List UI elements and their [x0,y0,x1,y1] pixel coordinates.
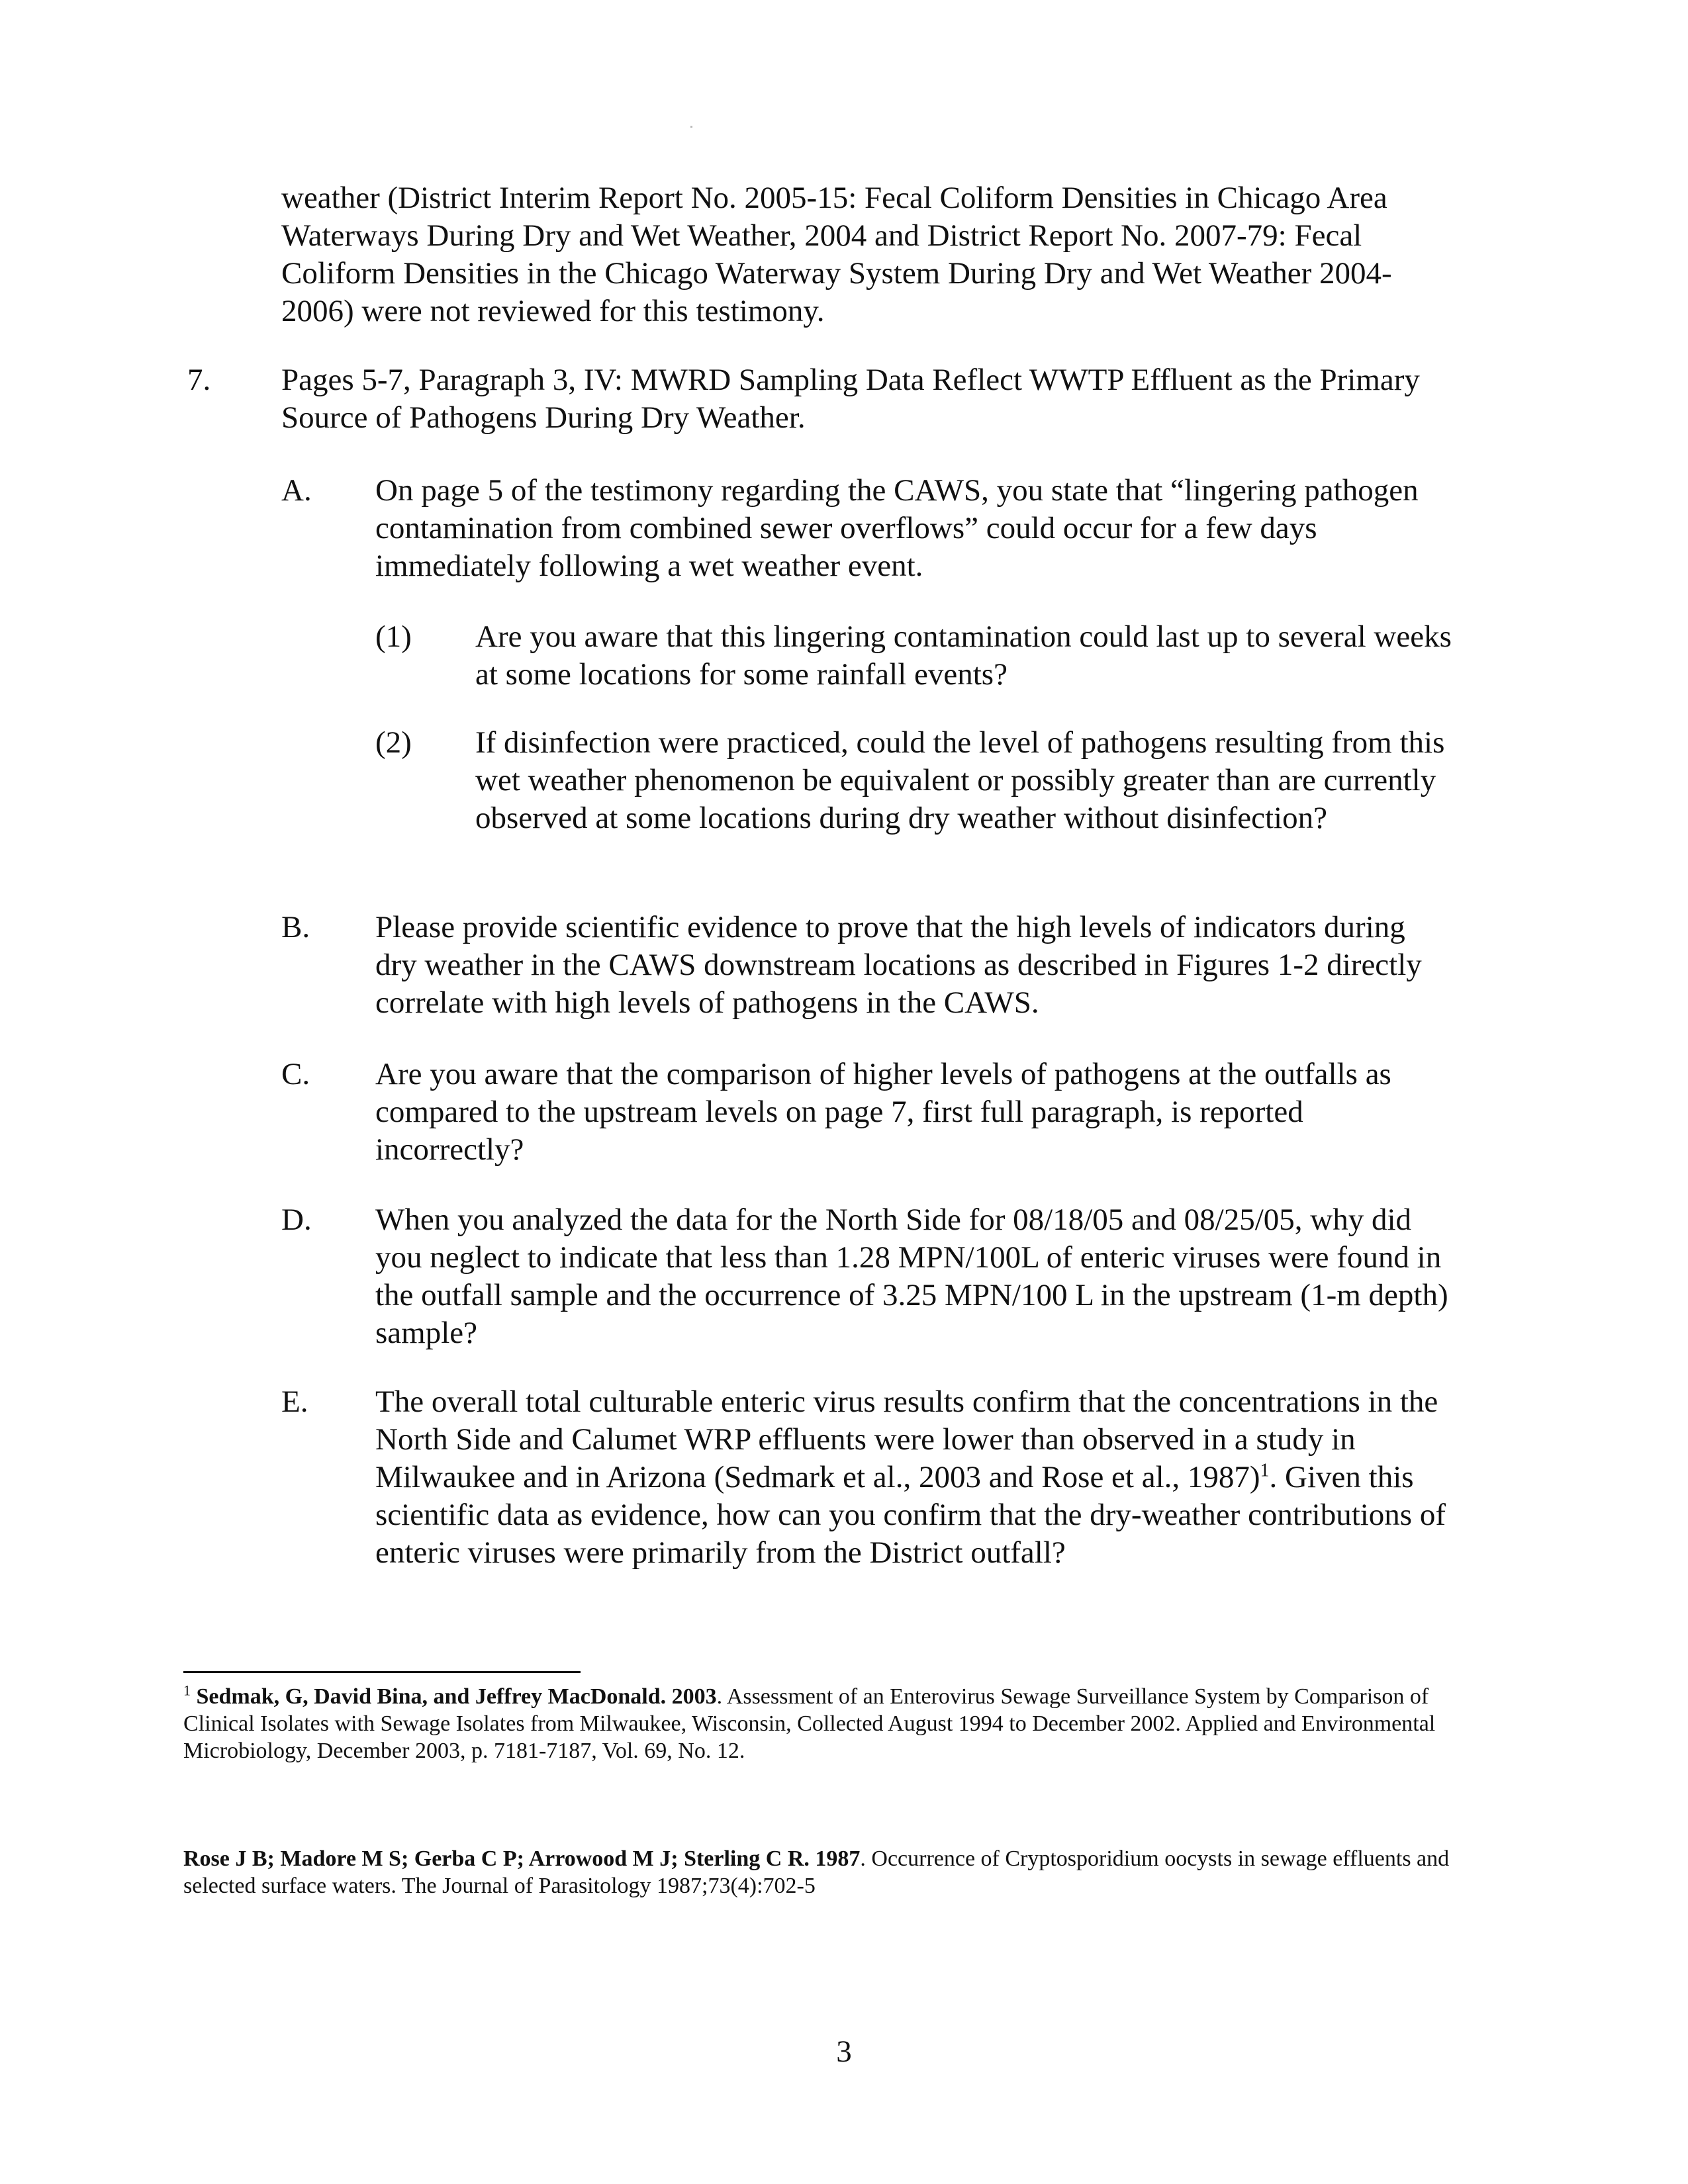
item-d-label: D. [281,1203,312,1237]
item-e-text-part1: The overall total culturable enteric virus results confirm that the concentrations in the North Side and Calumet WRP effluents were lower than observed in a study in Milwaukee and in Arizona (Sedmark et al., 2003 and Rose et al., 1987) [375,1385,1438,1494]
scan-speck [690,126,692,128]
item-a1-label: (1) [375,619,412,654]
footnote-separator [183,1671,581,1673]
footnote-1 [183,1683,1454,1764]
footnote-ref-1: 1 [1260,1460,1270,1481]
item-b-label: B. [281,910,310,944]
footnote-1-mark: 1 [183,1682,191,1699]
item-e-text [375,1383,1454,1572]
footnote-2-text: . Occurrence of Cryptosporidium oocysts in sewage effluents and selected surface waters. The Journal of Parasitology 1987;73(4):702-5 [183,1846,1450,1898]
item-e-label: E. [281,1385,308,1419]
item-e-text-part2: . Given this scientific data as evidence, how can you confirm that the dry-weather contributions of enteric viruses were primarily from the District outfall? [375,1460,1446,1570]
page-number: 3 [836,2034,852,2069]
item-c-label: C. [281,1057,310,1091]
paragraph-6-continuation: weather (District Interim Report No. 2005-15: Fecal Coliform Densities in Chicago Area Waterways During Dry and Wet Weather, 2004 and District Report No. 2007-79: Fecal Coliform Densities in the Chicago Waterway System During Dry and Wet Weather 2004-2006) were not reviewed for this testimony. [281,181,1392,328]
item-a2-text: If disinfection were practiced, could the level of pathogens resulting from this wet weather phenomenon be equivalent or possibly greater than are currently observed at some locations during dry weather without disinfection? [475,725,1445,835]
item-d-text: When you analyzed the data for the North Side for 08/18/05 and 08/25/05, why did you neglect to indicate that less than 1.28 MPN/100L of enteric viruses were found in the outfall sample and the occurrence of 3.25 MPN/100 L in the upstream (1-m depth) sample? [375,1203,1448,1350]
footnote-2-authors: Rose J B; Madore M S; Gerba C P; Arrowood M J; Sterling C R. 1987 [183,1846,861,1871]
item-c-text: Are you aware that the comparison of higher levels of pathogens at the outfalls as compared to the upstream levels on page 7, first full paragraph, is reported incorrectly? [375,1057,1391,1167]
item-a1-text: Are you aware that this lingering contamination could last up to several weeks at some locations for some rainfall events? [475,619,1452,692]
footnote-2 [183,1845,1454,1899]
item-a2-label: (2) [375,725,412,760]
item-b-text: Please provide scientific evidence to prove that the high levels of indicators during dry weather in the CAWS downstream locations as described in Figures 1-2 directly correlate with high levels of pathogens in the CAWS. [375,910,1422,1020]
footnote-1-text: . Assessment of an Enterovirus Sewage Surveillance System by Comparison of Clinical Isolates with Sewage Isolates from Milwaukee, Wisconsin, Collected August 1994 to December 2002. Applied and Environmental Microbiology, December 2003, p. 7181-7187, Vol. 69, No. 12. [183,1684,1436,1763]
footnote-1-authors: Sedmak, G, David Bina, and Jeffrey MacDonald. 2003 [196,1684,717,1709]
item-a-label: A. [281,473,312,508]
item-7-heading: Pages 5-7, Paragraph 3, IV: MWRD Sampling Data Reflect WWTP Effluent as the Primary Source of Pathogens During Dry Weather. [281,363,1420,435]
item-7-number: 7. [187,363,211,397]
item-a-text: On page 5 of the testimony regarding the CAWS, you state that “lingering pathogen contamination from combined sewer overflows” could occur for a few days immediately following a wet weather event. [375,473,1419,583]
